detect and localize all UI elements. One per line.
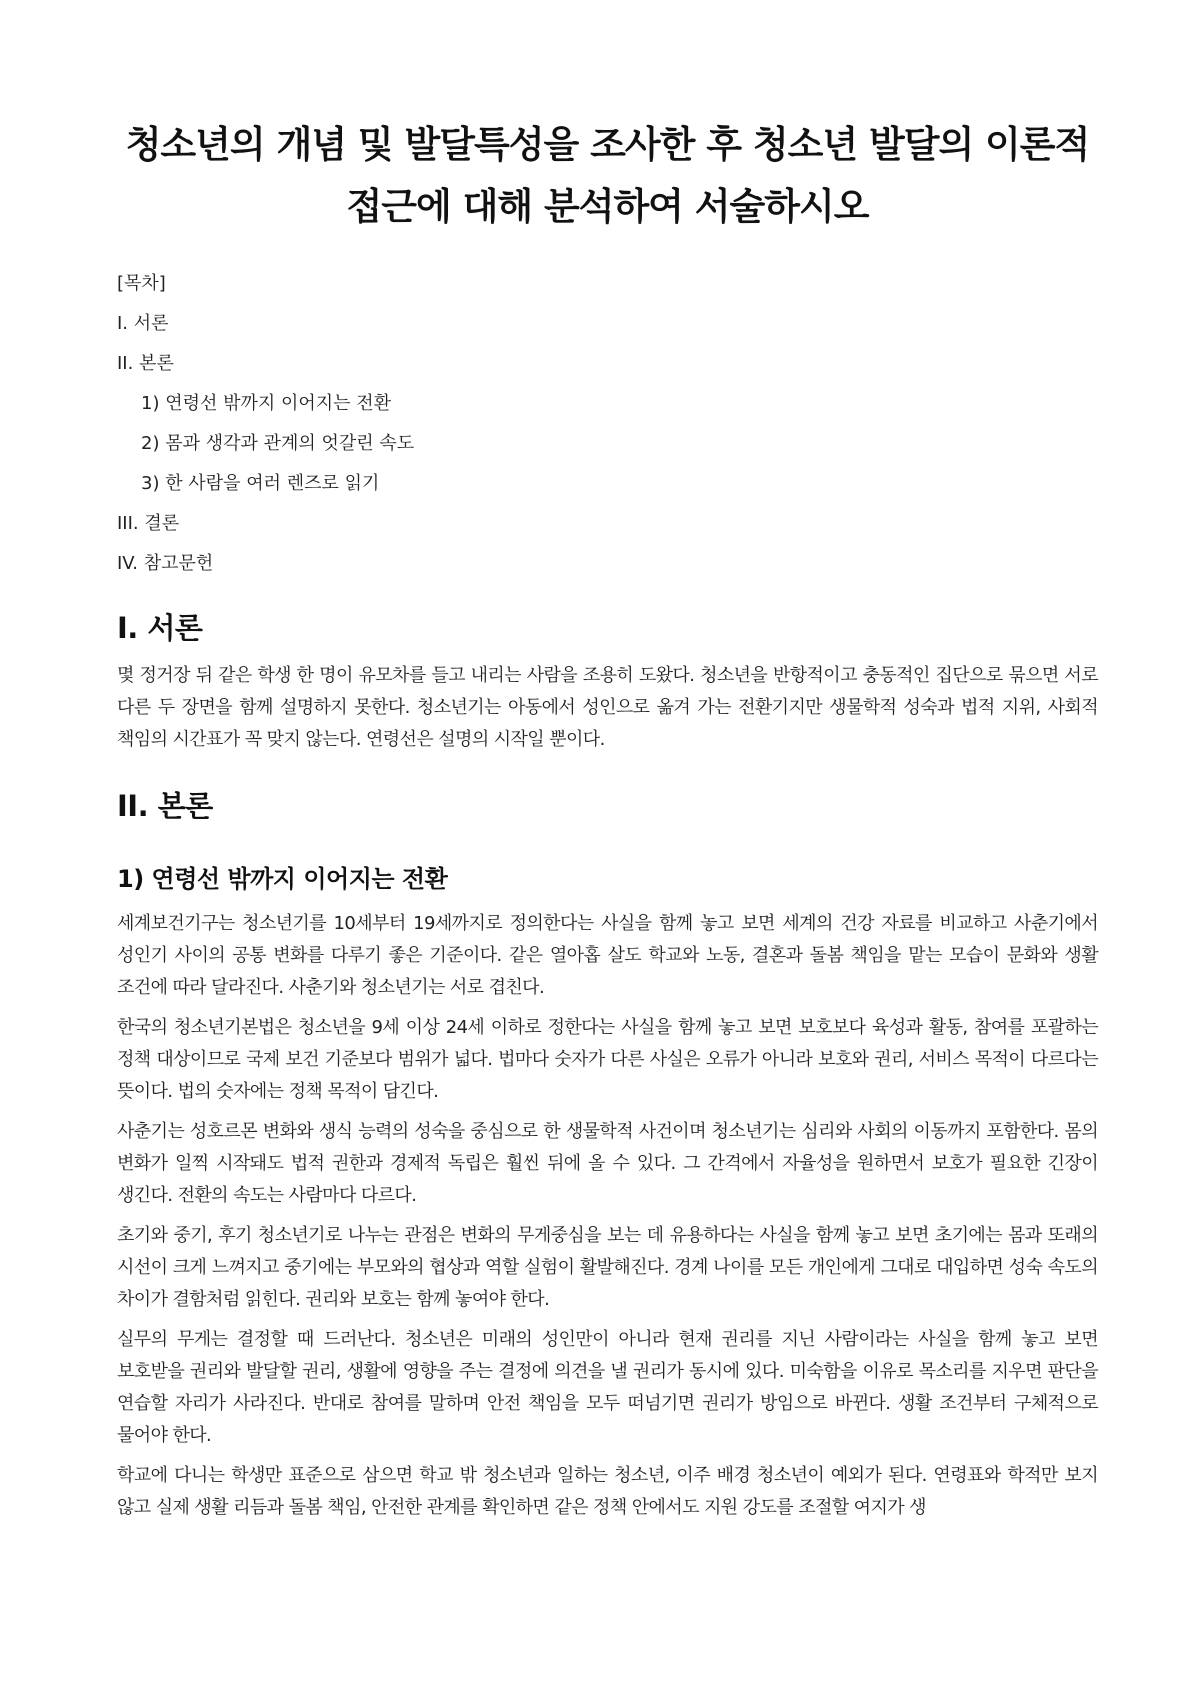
intro-heading: I. 서론 [117, 611, 203, 645]
document-page [117, 0, 1098, 1524]
toc-item-subsection-2: 2) 몸과 생각과 관계의 엇갈린 속도 [141, 433, 415, 454]
intro-paragraph: 몇 정거장 뒤 같은 학생 한 명이 유모차를 들고 내리는 사람을 조용히 도왔다. 청소년을 반항적이고 충동적인 집단으로 묶으면 서로 다른 두 장면을 함께 설명하지 못한다. 청소년기는 아동에서 성인으로 옮겨 가는 전환기지만 생물학적 성숙과 법적 지위, 사회적 책임의 시간표가 꼭 맞지 않는다. 연령선은 설명의 시작일 뿐이다. [117, 665, 1098, 750]
table-of-contents [117, 270, 1098, 578]
toc-item-subsection-3: 3) 한 사람을 여러 렌즈로 읽기 [141, 473, 380, 494]
body-paragraph-6: 학교에 다니는 학생만 표준으로 삼으면 학교 밖 청소년과 일하는 청소년, 이주 배경 청소년이 예외가 된다. 연령표와 학적만 보지 않고 실제 생활 리듬과 돌봄 책임, 안전한 관계를 확인하면 같은 정책 안에서도 지원 강도를 조절할 여지가 생 [117, 1465, 1098, 1518]
body-paragraph-4: 초기와 중기, 후기 청소년기로 나누는 관점은 변화의 무게중심을 보는 데 유용하다는 사실을 함께 놓고 보면 초기에는 몸과 또래의 시선이 크게 느껴지고 중기에는 부모와의 협상과 역할 실험이 활발해진다. 경계 나이를 모든 개인에게 그대로 대입하면 성숙 속도의 차이가 결함처럼 읽힌다. 권리와 보호는 함께 놓여야 한다. [117, 1225, 1098, 1310]
document-title: 청소년의 개념 및 발달특성을 조사한 후 청소년 발달의 이론적 접근에 대해 분석하여 서술하시오 [125, 123, 1090, 228]
body-paragraph-1: 세계보건기구는 청소년기를 10세부터 19세까지로 정의한다는 사실을 함께 놓고 보면 세계의 건강 자료를 비교하고 사춘기에서 성인기 사이의 공통 변화를 다루기 좋은 기준이다. 같은 열아홉 살도 학교와 노동, 결혼과 돌봄 책임을 맡는 모습이 문화와 생활 조건에 따라 달라진다. 사춘기와 청소년기는 서로 겹친다. [117, 913, 1098, 998]
toc-item-references: IV. 참고문헌 [117, 553, 214, 574]
body-paragraph-3: 사춘기는 성호르몬 변화와 생식 능력의 성숙을 중심으로 한 생물학적 사건이며 청소년기는 심리와 사회의 이동까지 포함한다. 몸의 변화가 일찍 시작돼도 법적 권한과 경제적 독립은 훨씬 뒤에 올 수 있다. 그 간격에서 자율성을 원하면서 보호가 필요한 긴장이 생긴다. 전환의 속도는 사람마다 다르다. [117, 1121, 1098, 1206]
toc-heading: [목차] [117, 273, 166, 294]
subsection-1-heading: 1) 연령선 밖까지 이어지는 전환 [117, 865, 448, 893]
toc-item-intro: I. 서론 [117, 313, 169, 334]
toc-item-conclusion: III. 결론 [117, 513, 180, 534]
toc-item-subsection-1: 1) 연령선 밖까지 이어지는 전환 [141, 393, 392, 414]
body-paragraph-5: 실무의 무게는 결정할 때 드러난다. 청소년은 미래의 성인만이 아니라 현재 권리를 지닌 사람이라는 사실을 함께 놓고 보면 보호받을 권리와 발달할 권리, 생활에 영향을 주는 결정에 의견을 낼 권리가 동시에 있다. 미숙함을 이유로 목소리를 지우면 판단을 연습할 자리가 사라진다. 반대로 참여를 말하며 안전 책임을 모두 떠넘기면 권리가 방임으로 바뀐다. 생활 조건부터 구체적으로 물어야 한다. [117, 1329, 1098, 1446]
toc-item-body: II. 본론 [117, 353, 174, 374]
body-heading: II. 본론 [117, 789, 213, 823]
body-paragraph-2: 한국의 청소년기본법은 청소년을 9세 이상 24세 이하로 정한다는 사실을 함께 놓고 보면 보호보다 육성과 활동, 참여를 포괄하는 정책 대상이므로 국제 보건 기준보다 범위가 넓다. 법마다 숫자가 다른 사실은 오류가 아니라 보호와 권리, 서비스 목적이 다르다는 뜻이다. 법의 숫자에는 정책 목적이 담긴다. [117, 1017, 1098, 1102]
